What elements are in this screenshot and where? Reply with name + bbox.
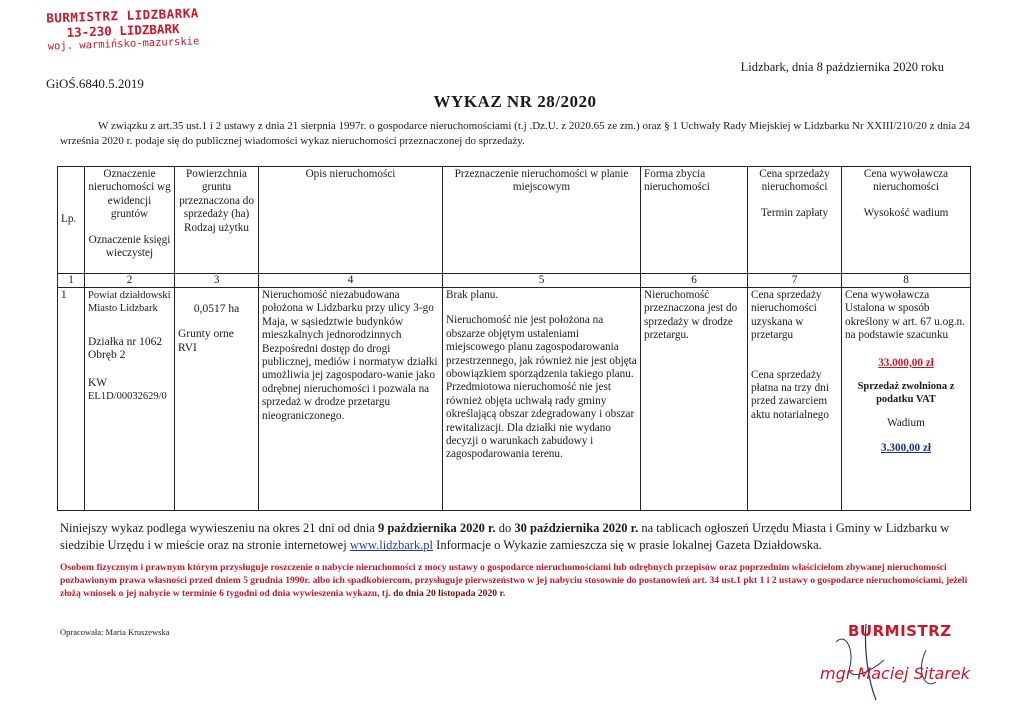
header-col-3: Powierzchnia gruntu przeznaczona do sprzedaży (ha) Rodzaj użytku: [175, 167, 259, 274]
file-reference: GiOŚ.6840.5.2019: [46, 76, 144, 91]
prepared-by: Opracowała: Maria Kruszewska: [60, 627, 170, 637]
row-description: Nieruchomość niezabudowana położona w Lidzbarku przy ulicy 3-go Maja, w sąsiedztwie budynków mieszkalnych jednorodzinnych Bezpośredni dostęp do drogi publicznej, mediów i normatyw działki umożliwia jej zagospodaro-wanie jako odrębnej nieruchomości i pozwala na sprzedaż w drodze przetargu nieograniczonego.: [259, 288, 443, 511]
row-plan: Brak planu. Nieruchomość nie jest położona na obszarze objętym ustaleniami miejscowego planu zagospodarowania przestrzennego, jak również nie jest objęta obowiązkiem sporządzenia takiego planu. Przedmiotowa nieruchomość nie jest również objęta uchwałą rady gminy określającą obszar zdegradowany i obszar rewitalizacji. Dla działki nie wydano decyzji o warunkach zabudowy i zagospodarowania terenu.: [443, 288, 641, 511]
col-number: 2: [85, 274, 175, 288]
intro-paragraph: W związku z art.35 ust.1 i 2 ustawy z dnia 21 sierpnia 1997r. o gospodarce nieruchomościami (t.j .Dz.U. z 2020.65 ze zm.) oraz § 1 Uchwały Rady Miejskiej w Lidzbarku Nr XXIII/210/20 z dnia 24 września 2020 r. podaje się do publicznej wiadomości wykaz nieruchomości przeznaczonej do sprzedaży.: [60, 120, 970, 147]
header-col-2: Oznaczenie nieruchomości wg ewidencji gruntów Oznaczenie księgi wieczystej: [85, 167, 175, 274]
document-title: WYKAZ NR 28/2020: [433, 92, 597, 111]
website-link[interactable]: www.lidzbark.pl: [349, 538, 434, 552]
col-number: 3: [175, 274, 259, 288]
row-lp: 1: [58, 288, 85, 511]
row-area: 0,0517 ha Grunty orne RVI: [175, 288, 259, 511]
stamp-line-1: BURMISTRZ LIDZBARKA: [46, 5, 199, 26]
col-number: 1: [58, 274, 85, 288]
row-location: Powiat działdowski Miasto Lidzbark Działka nr 1062 Obręb 2 KW EL1D/00032629/0: [85, 288, 175, 511]
row-start-price: Cena wywoławcza Ustalona w sposób określony w art. 67 u.og.n. na podstawie szacunku 33.000,00 zł Sprzedaż zwolniona z podatku VAT Wadium 3.300,00 zł: [842, 288, 971, 511]
header-col-4: Opis nieruchomości: [259, 167, 443, 274]
mayor-signature: [806, 620, 986, 710]
col-number: 6: [641, 274, 748, 288]
row-price: Cena sprzedaży nieruchomości uzyskana w przetargu Cena sprzedaży płatna na trzy dni przed zawarciem aktu notarialnego: [748, 288, 842, 511]
start-price-value: 33.000,00 zł: [878, 356, 934, 369]
deadline: do dnia 20 listopada 2020 r.: [393, 588, 506, 599]
col-number: 4: [259, 274, 443, 288]
office-stamp: [27, 5, 218, 54]
col-number: 8: [842, 274, 971, 288]
deposit-value: 3.300,00 zł: [880, 442, 932, 455]
stamp-line-2: 13-230 LIDZBARK: [66, 21, 180, 40]
vat-note: Sprzedaż zwolniona z podatku VAT: [857, 381, 955, 406]
display-period-paragraph: Niniejszy wykaz podlega wywieszeniu na okres 21 dni od dnia 9 października 2020 r. do 30 października 2020 r. na tablicach ogłoszeń Urzędu Miasta i Gminy w Lidzbarku w siedzibie Urzędu i w mieście oraz na stronie internetowej www.lidzbark.pl Informacje o Wykazie zamieszcza się w prasie lokalnej Gazeta Działdowska.: [60, 521, 950, 552]
table-header-row: [58, 167, 971, 274]
row-form: Nieruchomość przeznaczona jest do sprzedaży w drodze przetargu.: [641, 288, 748, 511]
column-number-row: [58, 274, 971, 288]
table-row: [58, 288, 971, 511]
property-table: [57, 166, 971, 511]
col-number: 5: [443, 274, 641, 288]
deposit-label: Wadium: [887, 416, 925, 429]
col-number: 7: [748, 274, 842, 288]
stamp-line-3: woj. warmińsko-mazurskie: [47, 35, 200, 53]
mayor-name: mgr Maciej Sitarek: [820, 664, 970, 683]
date-line: Lidzbark, dnia 8 października 2020 roku: [740, 60, 944, 74]
mayor-title: BURMISTRZ: [848, 622, 952, 640]
header-col-6: Forma zbycia nieruchomości: [641, 167, 748, 274]
header-col-8: Cena wywoławcza nieruchomości Wysokość wadium: [842, 167, 971, 274]
header-lp: Lp.: [58, 167, 85, 274]
header-col-7: Cena sprzedaży nieruchomości Termin zapłaty: [748, 167, 842, 274]
priority-notice: Osobom fizycznym i prawnym którym przysługuje roszczenie o nabycie nieruchomości z mocy ustawy o gospodarce nieruchomościami lub odrębnych przepisów oraz poprzednim właścicielom zbywanej nieruchomości pozbawionym prawa własności przed dniem 5 grudnia 1990r. albo ich spadkobiercom, przysługuje pierwszeństwo w jej nabyciu stosownie do postanowień art. 34 ust.1 pkt 1 i 2 ustawy o gospodarce nieruchomościami, jeżeli złożą wniosek o jej nabycie w terminie 6 tygodni od dnia wywieszenia wykazu, tj. do dnia 20 listopada 2020 r.: [60, 562, 968, 599]
header-col-5: Przeznaczenie nieruchomości w planie miejscowym: [443, 167, 641, 274]
